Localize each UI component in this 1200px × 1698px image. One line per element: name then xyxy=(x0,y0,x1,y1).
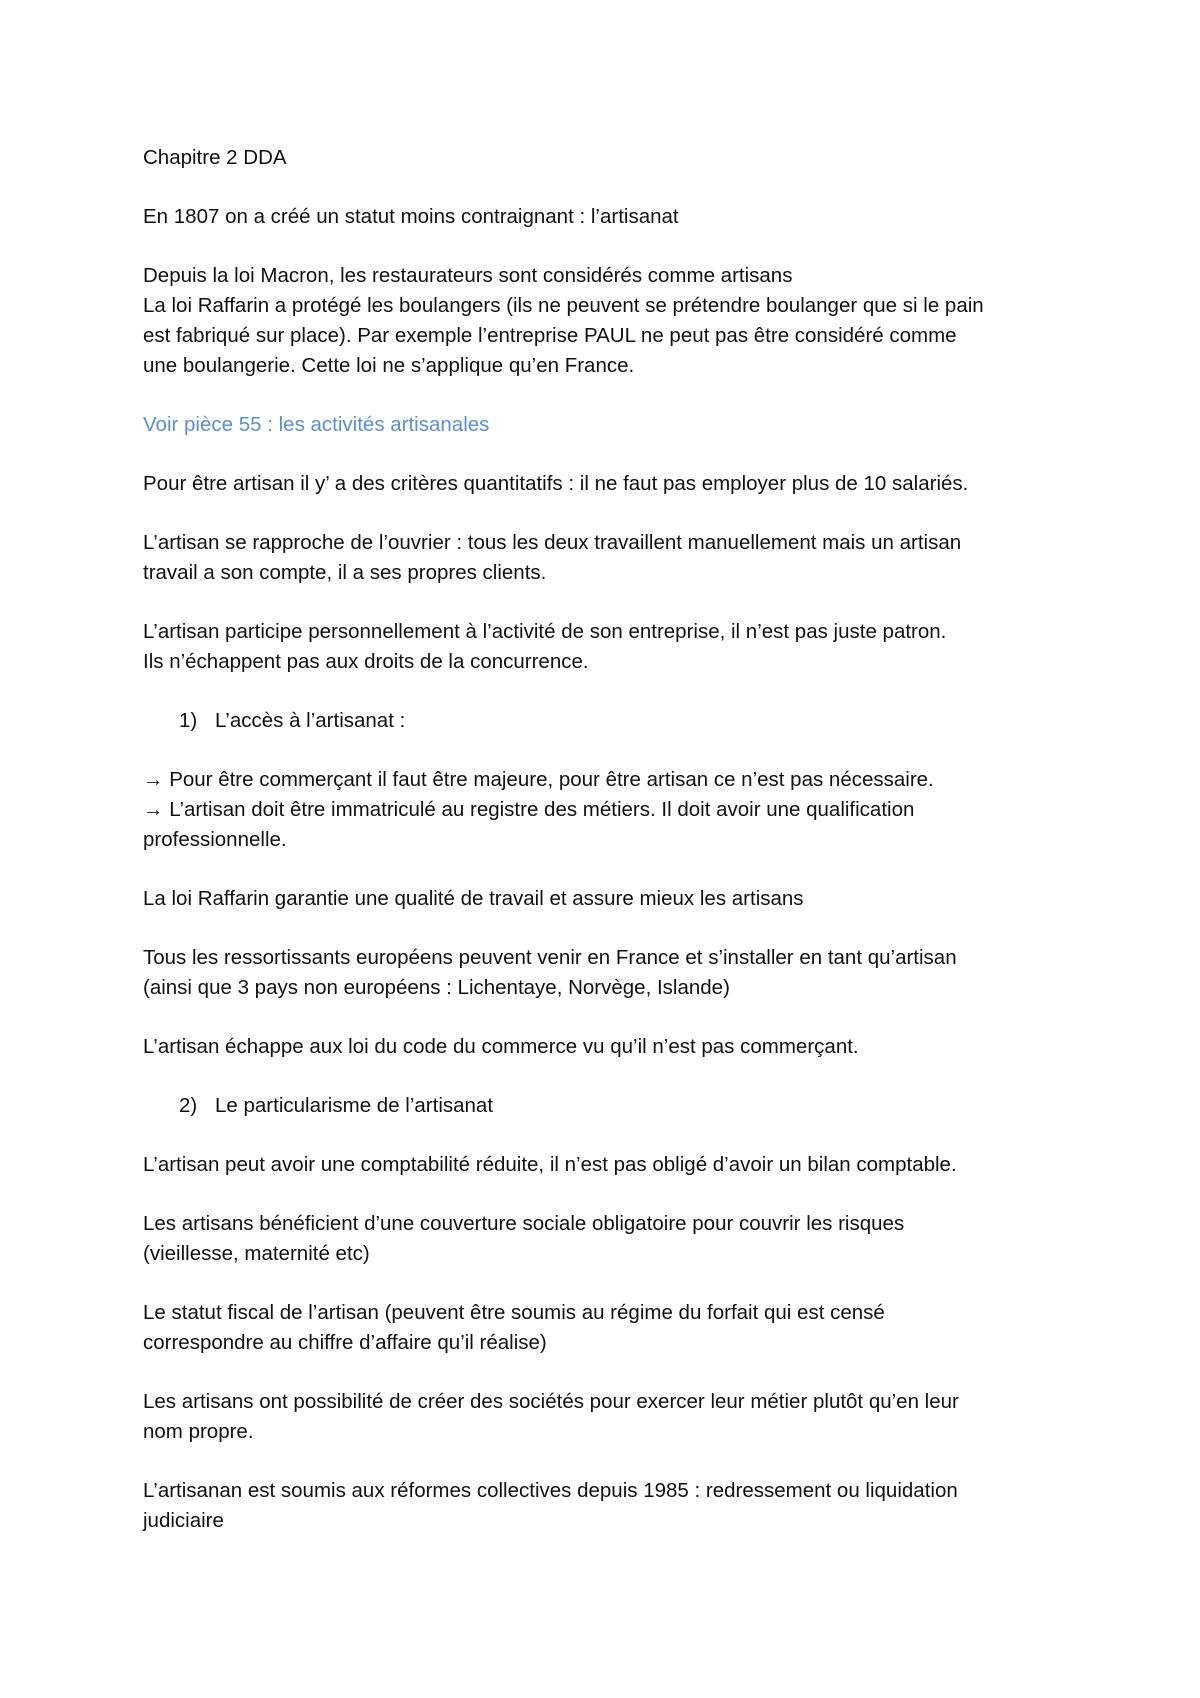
list-number: 1) xyxy=(179,709,198,732)
text-line: travail a son compte, il a ses propres clients. xyxy=(143,561,547,584)
list-number: 2) xyxy=(179,1094,198,1117)
text-line: Ils n’échappent pas aux droits de la concurrence. xyxy=(143,650,589,673)
text-line: une boulangerie. Cette loi ne s’applique qu’en France. xyxy=(143,354,635,377)
paragraph-statut-fiscal xyxy=(143,1298,1073,1358)
paragraph-artisan-ouvrier xyxy=(143,528,1073,588)
paragraph-loi-raffarin-qualite: La loi Raffarin garantie une qualité de travail et assure mieux les artisans xyxy=(143,887,804,910)
text-line: est fabriqué sur place). Par exemple l’entreprise PAUL ne peut pas être considéré comme xyxy=(143,324,957,347)
text-line: correspondre au chiffre d’affaire qu’il réalise) xyxy=(143,1331,547,1354)
text-line: (vieillesse, maternité etc) xyxy=(143,1242,370,1265)
section-link-piece-55: Voir pièce 55 : les activités artisanales xyxy=(143,413,490,436)
text-line: L’artisanan est soumis aux réformes collectives depuis 1985 : redressement ou liquidation xyxy=(143,1479,958,1502)
text-line: professionnelle. xyxy=(143,828,287,851)
paragraph-code-commerce: L’artisan échappe aux loi du code du commerce vu qu’il n’est pas commerçant. xyxy=(143,1035,859,1058)
text-line: L’artisan participe personnellement à l’activité de son entreprise, il n’est pas juste patron. xyxy=(143,620,947,643)
text-line: L’artisan se rapproche de l’ouvrier : tous les deux travaillent manuellement mais un artisan xyxy=(143,531,962,554)
list-label: L’accès à l’artisanat : xyxy=(215,709,406,732)
paragraph-ressortissants xyxy=(143,943,1073,1003)
paragraph-artisanat-1807: En 1807 on a créé un statut moins contraignant : l’artisanat xyxy=(143,205,679,228)
text-line: (ainsi que 3 pays non européens : Lichentaye, Norvège, Islande) xyxy=(143,976,730,999)
paragraph-conditions-acces xyxy=(143,765,1073,855)
list-item-acces xyxy=(143,706,1073,736)
text-line: Le statut fiscal de l’artisan (peuvent être soumis au régime du forfait qui est censé xyxy=(143,1301,885,1324)
text-line: judiciaire xyxy=(143,1509,224,1532)
text-line: → Pour être commerçant il faut être majeure, pour être artisan ce n’est pas nécessaire. xyxy=(143,768,934,791)
paragraph-loi-macron-raffarin xyxy=(143,261,1073,381)
paragraph-participation xyxy=(143,617,1073,677)
text-line: Les artisans bénéficient d’une couverture sociale obligatoire pour couvrir les risques xyxy=(143,1212,905,1235)
text-line: → L’artisan doit être immatriculé au registre des métiers. Il doit avoir une qualification xyxy=(143,798,915,821)
paragraph-criteres-quantitatifs: Pour être artisan il y’ a des critères quantitatifs : il ne faut pas employer plus de 10 salariés. xyxy=(143,472,969,495)
text-line: Depuis la loi Macron, les restaurateurs sont considérés comme artisans xyxy=(143,264,793,287)
text-line: Les artisans ont possibilité de créer des sociétés pour exercer leur métier plutôt qu’en leur xyxy=(143,1390,959,1413)
paragraph-reformes-collectives xyxy=(143,1476,1073,1536)
paragraph-couverture-sociale xyxy=(143,1209,1073,1269)
paragraph-societes xyxy=(143,1387,1073,1447)
text-line: La loi Raffarin a protégé les boulangers (ils ne peuvent se prétendre boulanger que si le pain xyxy=(143,294,984,317)
text-line: nom propre. xyxy=(143,1420,254,1443)
list-label: Le particularisme de l’artisanat xyxy=(215,1094,494,1117)
text-line: Tous les ressortissants européens peuvent venir en France et s’installer en tant qu’artisan xyxy=(143,946,957,969)
paragraph-comptabilite: L’artisan peut avoir une comptabilité réduite, il n’est pas obligé d’avoir un bilan comptable. xyxy=(143,1153,957,1176)
document-title: Chapitre 2 DDA xyxy=(143,146,287,169)
document-body xyxy=(143,143,1073,1565)
list-item-particularisme xyxy=(143,1091,1073,1121)
